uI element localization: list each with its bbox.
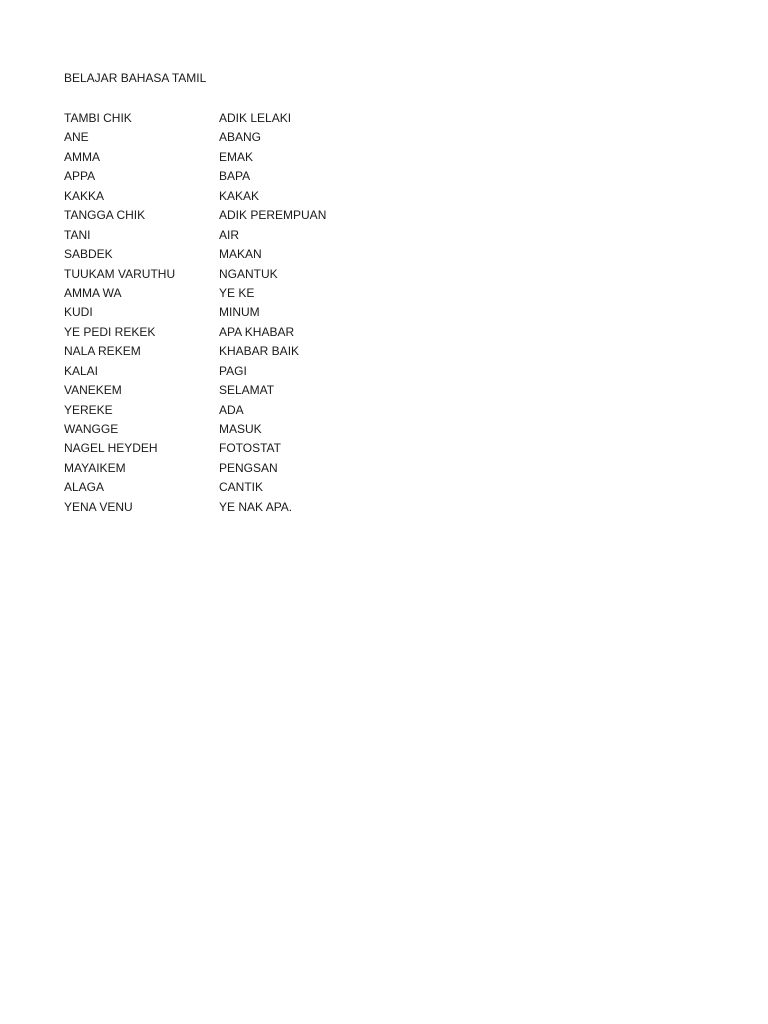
vocabulary-row [64,266,384,285]
tamil-word: TUUKAM VARUTHU [64,266,176,281]
vocabulary-row [64,110,384,129]
malay-translation: BAPA [219,169,251,184]
vocabulary-row [64,363,384,382]
tamil-word: TANGGA CHIK [64,208,146,223]
malay-translation: KHABAR BAIK [219,344,300,359]
vocabulary-row [64,499,384,518]
vocabulary-row [64,304,384,323]
vocabulary-list [64,110,384,518]
malay-translation: MASUK [219,422,262,436]
vocabulary-row [64,421,384,440]
malay-translation: ABANG [219,130,262,145]
tamil-word: YE PEDI REKEK [64,324,156,339]
malay-translation: NGANTUK [219,266,278,281]
vocabulary-row [64,246,384,265]
tamil-word: ALAGA [64,480,105,495]
malay-translation: FOTOSTAT [219,441,281,456]
tamil-word: VANEKEM [64,383,122,398]
tamil-word: MAYAIKEM [64,460,126,475]
malay-translation: AIR [219,227,240,242]
vocabulary-row [64,382,384,401]
malay-translation: YE NAK APA. [219,499,293,514]
tamil-word: KAKKA [64,188,105,203]
vocabulary-row [64,460,384,479]
malay-translation: ADIK LELAKI [219,111,292,125]
vocabulary-row [64,402,384,421]
malay-translation: ADA [219,402,244,417]
vocabulary-row [64,207,384,226]
malay-translation: KAKAK [219,188,260,203]
malay-translation: SELAMAT [219,383,275,398]
tamil-word: WANGGE [64,422,119,436]
vocabulary-row [64,149,384,168]
vocabulary-row [64,285,384,304]
tamil-word: TAMBI CHIK [64,111,132,125]
tamil-word: NALA REKEM [64,344,141,359]
malay-translation: CANTIK [219,480,264,495]
tamil-word: KALAI [64,363,99,378]
vocabulary-row [64,324,384,343]
malay-translation: YE KE [219,285,255,300]
malay-translation: APA KHABAR [219,324,295,339]
malay-translation: ADIK PEREMPUAN [219,208,327,223]
vocabulary-row [64,479,384,498]
malay-translation: MAKAN [219,247,262,262]
tamil-word: TANI [64,227,91,242]
tamil-word: SABDEK [64,247,113,262]
vocabulary-row [64,343,384,362]
tamil-word: AMMA WA [64,285,122,300]
vocabulary-row [64,188,384,207]
document-title: BELAJAR BAHASA TAMIL [64,71,207,85]
malay-translation: EMAK [219,149,254,164]
tamil-word: YENA VENU [64,499,133,514]
tamil-word: APPA [64,169,96,184]
malay-translation: MINUM [219,305,260,320]
tamil-word: ANE [64,130,89,145]
vocabulary-row [64,129,384,148]
tamil-word: AMMA [64,149,100,164]
malay-translation: PENGSAN [219,460,278,475]
malay-translation: PAGI [219,363,247,378]
vocabulary-row [64,227,384,246]
vocabulary-row [64,440,384,459]
vocabulary-row [64,168,384,187]
tamil-word: NAGEL HEYDEH [64,441,158,456]
tamil-word: YEREKE [64,402,113,417]
tamil-word: KUDI [64,305,93,320]
